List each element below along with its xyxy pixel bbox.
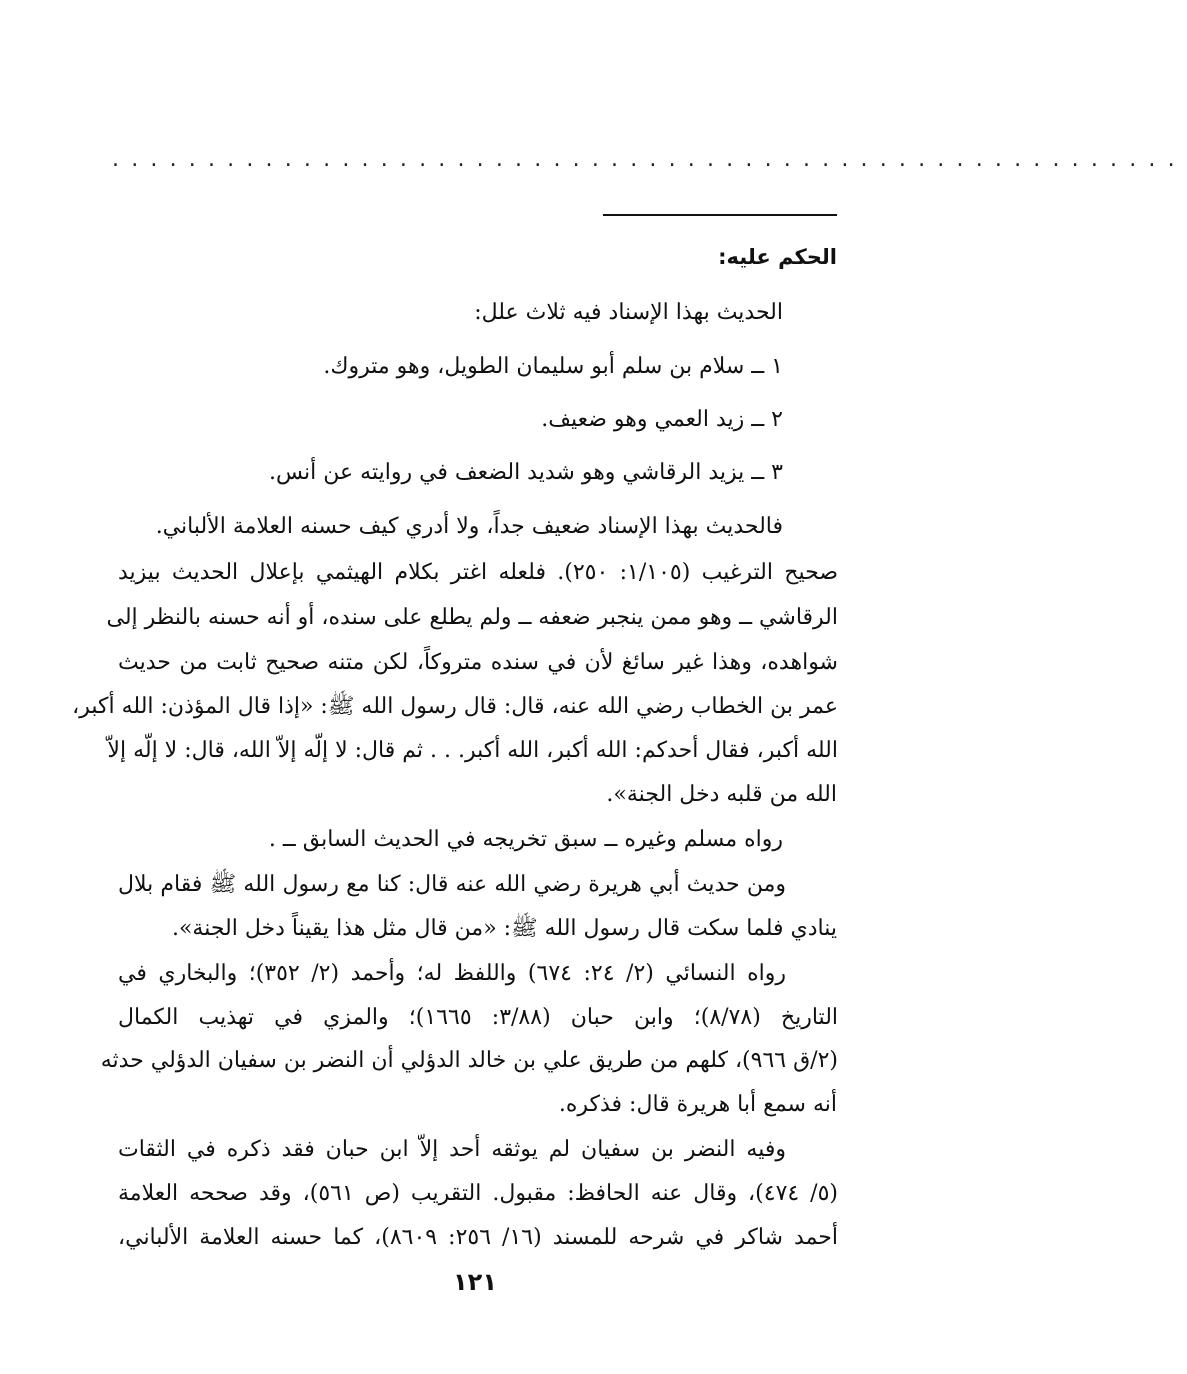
page-number: ١٢١ xyxy=(453,1268,497,1296)
text-line-5: فالحديث بهذا الإسناد ضعيف جداً، ولا أدري كيف حسنه العلامة الألباني. xyxy=(155,514,783,539)
text-line-19: وفيه النضر بن سفيان لم يوثقه أحد إلاّ ابن حبان فقد ذكره في الثقات xyxy=(118,1137,786,1162)
text-line-11: الله من قلبه دخل الجنة». xyxy=(606,782,837,807)
text-line-14: ينادي فلما سكت قال رسول الله ﷺ: «من قال مثل هذا يقيناً دخل الجنة». xyxy=(171,916,837,941)
dotted-separator: ........................................................ xyxy=(112,147,1187,172)
list-item-1: ١ ــ سلام بن سلم أبو سليمان الطويل، وهو متروك. xyxy=(323,354,783,379)
text-line-21: أحمد شاكر في شرحه للمسند (١٦/ ٢٥٦: ٨٦٠٩)، كما حسنه العلامة الألباني، xyxy=(118,1225,839,1250)
text-line-7: الرقاشي ــ وهو ممن ينجبر ضعفه ــ ولم يطلع على سنده، أو أنه حسنه بالنظر إلى xyxy=(106,605,838,630)
section-heading: الحكم عليه: xyxy=(718,245,837,269)
text-line-18: أنه سمع أبا هريرة قال: فذكره. xyxy=(558,1092,837,1117)
list-item-2: ٢ ــ زيد العمي وهو ضعيف. xyxy=(541,407,783,432)
text-line-12: رواه مسلم وغيره ــ سبق تخريجه في الحديث السابق ــ . xyxy=(268,827,783,852)
text-line-8: شواهده، وهذا غير سائغ لأن في سنده متروكاً، لكن متنه صحيح ثابت من حديث xyxy=(118,650,838,675)
footnote-rule xyxy=(603,214,837,216)
text-line-10: الله أكبر، فقال أحدكم: الله أكبر، الله أكبر. . . ثم قال: لا إلّه إلاّ الله، قال: لا إلّه إلاّ xyxy=(107,738,838,763)
text-line-1: الحديث بهذا الإسناد فيه ثلاث علل: xyxy=(474,300,783,325)
text-line-13: ومن حديث أبي هريرة رضي الله عنه قال: كنا مع رسول الله ﷺ فقام بلال xyxy=(118,872,786,897)
text-line-6: صحيح الترغيب (١/١٠٥: ٢٥٠). فلعله اغتر بكلام الهيثمي بإعلال الحديث بيزيد xyxy=(118,560,838,585)
text-line-16: التاريخ (٨/٧٨)؛ وابن حبان (٣/٨٨: ١٦٦٥)؛ والمزي في تهذيب الكمال xyxy=(118,1005,839,1030)
text-line-20: (٥/ ٤٧٤)، وقال عنه الحافظ: مقبول. التقريب (ص ٥٦١)، وقد صححه العلامة xyxy=(118,1181,839,1206)
text-line-9: عمر بن الخطاب رضي الله عنه، قال: قال رسول الله ﷺ: «إذا قال المؤذن: الله أكبر، xyxy=(72,694,838,719)
text-line-15: رواه النسائي (٢/ ٢٤: ٦٧٤) واللفظ له؛ وأحمد (٢/ ٣٥٢)؛ والبخاري في xyxy=(118,961,787,986)
text-line-17: (٢/ق ٩٦٦)، كلهم من طريق علي بن خالد الدؤلي أن النضر بن سفيان الدؤلي حدثه xyxy=(100,1048,838,1073)
list-item-3: ٣ ــ يزيد الرقاشي وهو شديد الضعف في روايته عن أنس. xyxy=(269,460,783,485)
